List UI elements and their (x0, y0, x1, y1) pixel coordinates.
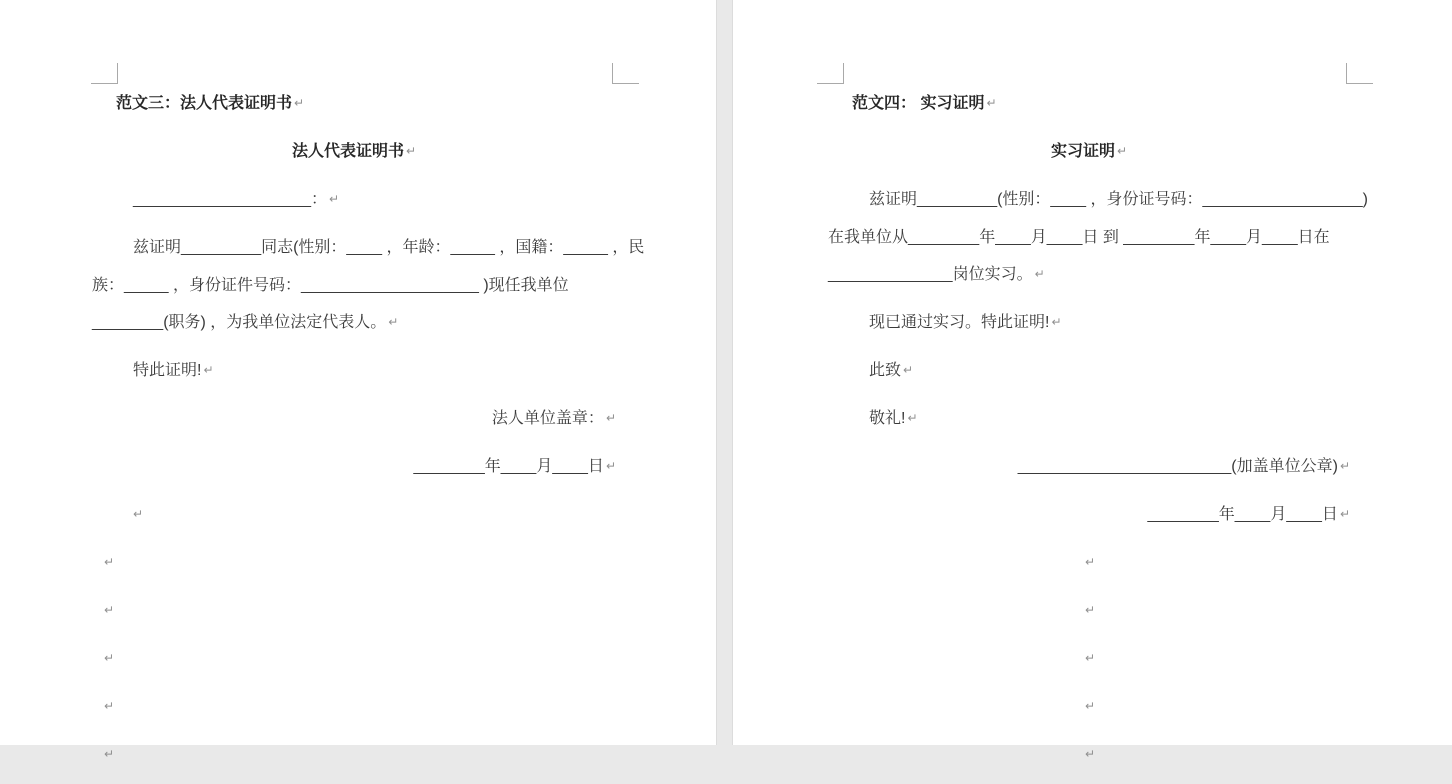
paragraph-mark-icon: ↵ (104, 699, 115, 713)
empty-paragraph[interactable] (92, 736, 616, 775)
closing-text: 特此证明! (133, 362, 202, 379)
empty-paragraph[interactable] (92, 496, 616, 535)
paragraph-mark-icon: ↵ (605, 459, 616, 473)
addressee-blank: ____________________： (133, 191, 327, 208)
empty-paragraph[interactable] (92, 592, 616, 631)
paragraph-mark-icon: ↵ (1084, 603, 1096, 617)
paragraph-mark-icon: ↵ (1116, 144, 1128, 158)
paragraph-mark-icon: ↵ (1084, 747, 1096, 761)
sample4-title-text: 实习证明 (1050, 143, 1115, 160)
text-boundary-corner-top-right (612, 63, 639, 84)
paragraph-mark-icon: ↵ (1084, 555, 1096, 569)
document-page-sample3[interactable] (0, 0, 716, 761)
sample4-seal-line[interactable] (828, 448, 1350, 487)
certify-line-1: 兹证明_________同志(性别：____ ，年龄：_____ ，国籍：_____ ，民 (133, 239, 645, 256)
sample4-heading[interactable] (828, 85, 1350, 124)
sample4-heading-text: 范文四： 实习证明 (852, 95, 985, 112)
certify-line-1: 兹证明_________(性别：____ ，身份证号码：__________________) (869, 191, 1368, 208)
passed-text: 现已通过实习。特此证明! (869, 314, 1050, 331)
seal-label-text: 法人单位盖章： (491, 410, 604, 427)
certify-line-3 (92, 304, 616, 343)
paragraph-mark-icon: ↵ (1034, 267, 1045, 281)
empty-paragraph[interactable] (828, 688, 1350, 727)
empty-paragraph[interactable] (92, 640, 616, 679)
page-gap (716, 0, 733, 745)
paragraph-mark-icon: ↵ (986, 96, 997, 110)
paragraph-mark-icon: ↵ (605, 411, 616, 425)
date-blanks-text: ________年____月____日 (1147, 506, 1338, 523)
paragraph-mark-icon: ↵ (294, 96, 305, 110)
sample4-passed-line[interactable] (828, 304, 1350, 343)
paragraph-mark-icon: ↵ (405, 144, 417, 158)
sample3-seal-line[interactable] (92, 400, 616, 439)
paragraph-mark-icon: ↵ (1339, 459, 1350, 473)
sample3-certify-paragraph[interactable] (92, 229, 645, 343)
certify-line-2: 族：_____ ，身份证件号码：____________________ )现任我单位 (92, 276, 569, 294)
paragraph-mark-icon: ↵ (388, 315, 399, 329)
paragraph-mark-icon: ↵ (104, 747, 115, 761)
paragraph-mark-icon: ↵ (133, 507, 144, 521)
sample4-salute-line-1[interactable] (828, 352, 1350, 391)
sample3-date-line[interactable] (92, 448, 616, 487)
paragraph-mark-icon: ↵ (328, 192, 340, 206)
sample4-salute-line-2[interactable] (828, 400, 1350, 439)
date-blanks-text: ________年____月____日 (413, 458, 604, 475)
sample3-heading[interactable] (92, 85, 616, 124)
sample3-addressee-line[interactable] (92, 181, 616, 220)
page-text-area[interactable] (92, 0, 645, 784)
empty-paragraph[interactable] (828, 544, 1350, 583)
sample3-heading-text: 范文三：法人代表证明书 (116, 95, 293, 112)
paragraph-mark-icon: ↵ (104, 651, 115, 665)
certify-line-3 (828, 256, 1350, 295)
sample4-title[interactable] (828, 133, 1350, 172)
empty-paragraph[interactable] (92, 688, 616, 727)
empty-paragraph[interactable] (828, 736, 1350, 775)
certify-line-3-text: ________(职务) ，为我单位法定代表人。 (92, 314, 387, 331)
paragraph-mark-icon: ↵ (1084, 651, 1096, 665)
paragraph-mark-icon: ↵ (203, 363, 214, 377)
text-boundary-corner-top-right (1346, 63, 1373, 84)
sample3-title[interactable] (92, 133, 616, 172)
document-page-sample4[interactable] (733, 0, 1452, 761)
empty-paragraph[interactable] (828, 640, 1350, 679)
paragraph-mark-icon: ↵ (104, 555, 115, 569)
salute1-text: 此致 (869, 362, 902, 379)
paragraph-mark-icon: ↵ (1084, 699, 1096, 713)
paragraph-mark-icon: ↵ (1051, 315, 1062, 329)
empty-paragraph[interactable] (828, 592, 1350, 631)
paragraph-mark-icon: ↵ (903, 363, 914, 377)
empty-paragraph[interactable] (92, 544, 616, 583)
paragraph-mark-icon: ↵ (907, 411, 918, 425)
page-text-area[interactable] (828, 0, 1368, 784)
salute2-text: 敬礼! (869, 410, 906, 427)
certify-line-2: 在我单位从________年____月____日 到 ________年____月____日在 (828, 228, 1330, 246)
sample4-date-line[interactable] (828, 496, 1350, 535)
paragraph-mark-icon: ↵ (104, 603, 115, 617)
certify-line-3-text: ______________岗位实习。 (828, 266, 1033, 283)
sample3-title-text: 法人代表证明书 (291, 143, 404, 160)
paragraph-mark-icon: ↵ (1339, 507, 1350, 521)
sample3-closing-line[interactable] (92, 352, 616, 391)
seal-blank-text: ________________________(加盖单位公章) (1017, 458, 1338, 475)
sample4-certify-paragraph[interactable] (828, 181, 1368, 295)
